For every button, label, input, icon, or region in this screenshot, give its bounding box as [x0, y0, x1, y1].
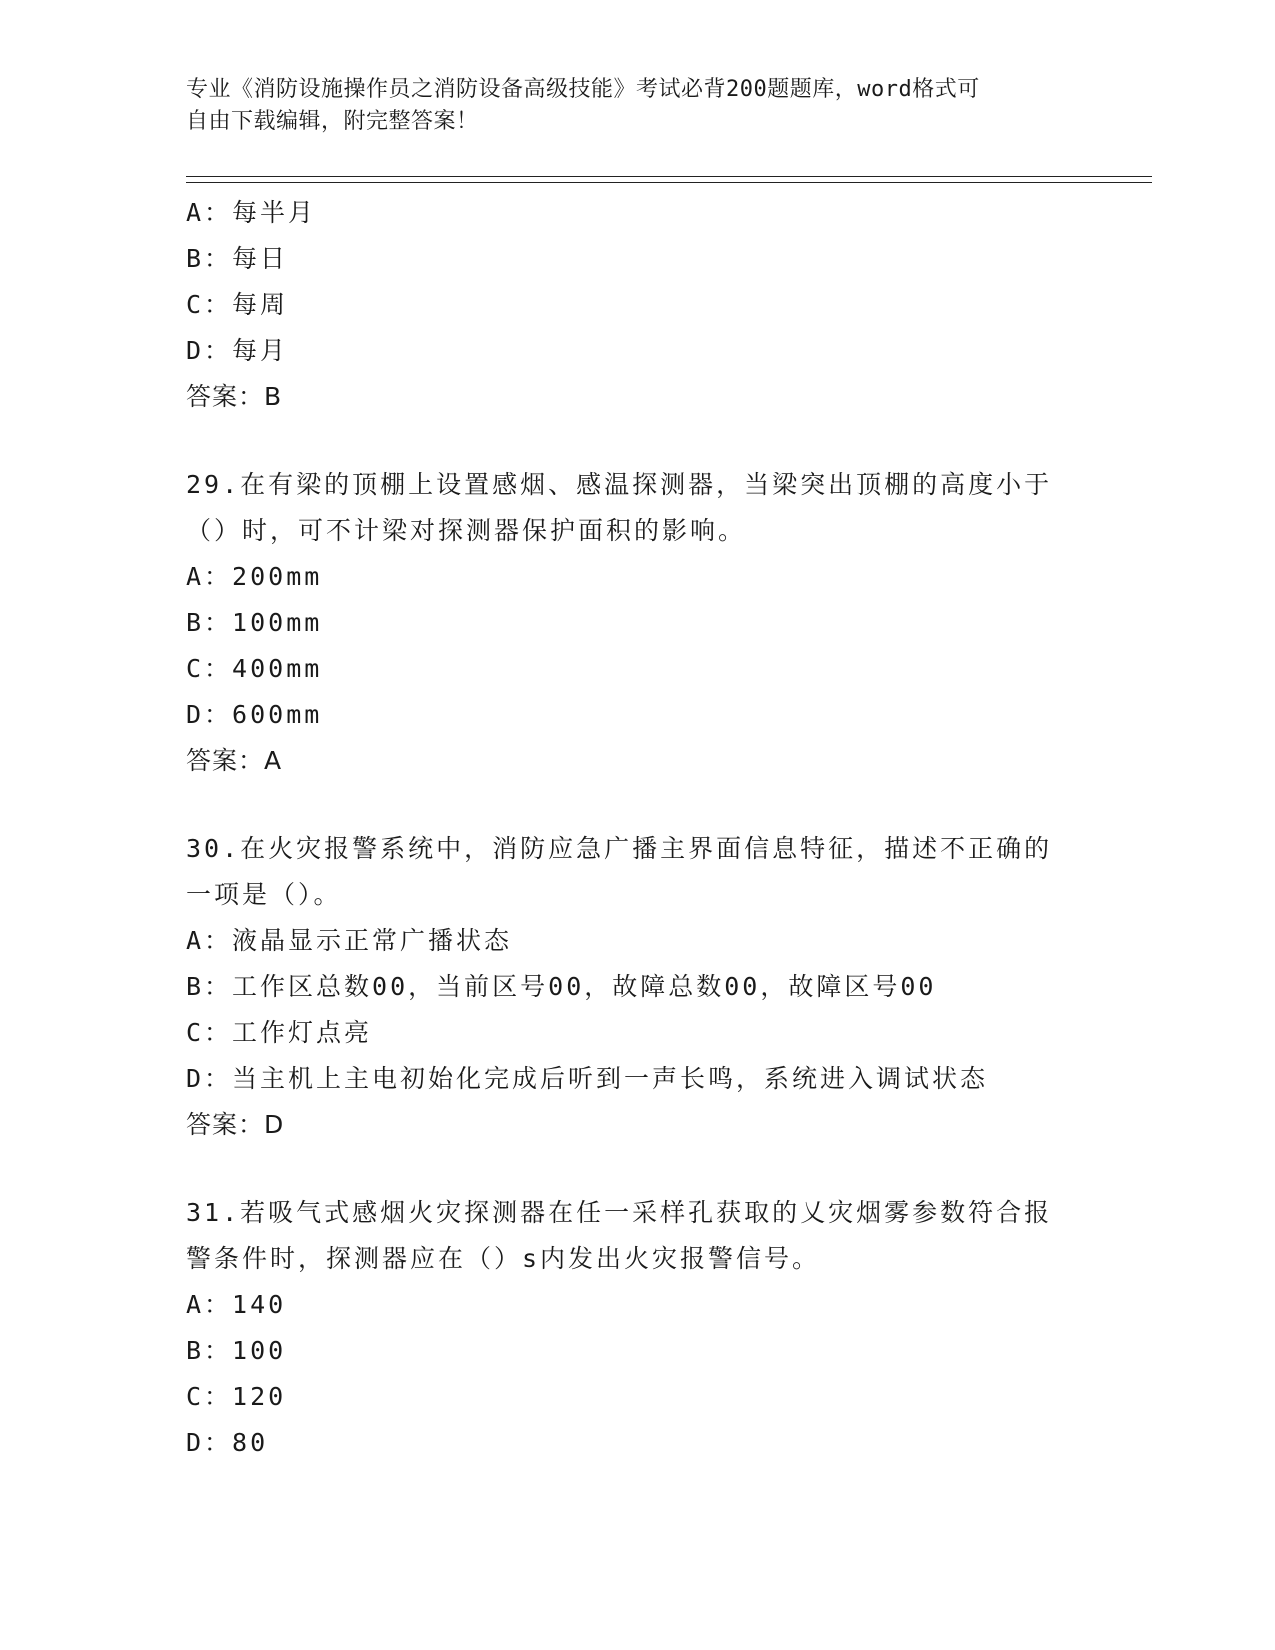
question-text-line-2: 一项是（）。: [186, 880, 342, 909]
option-b: B：每日: [186, 244, 289, 273]
header-line-1: 专业《消防设施操作员之消防设备高级技能》考试必背200题题库，word格式可: [186, 77, 980, 102]
question-text-line-1: 30.在火灾报警系统中，消防应急广播主界面信息特征，描述不正确的: [186, 834, 1053, 863]
option-c: C：工作灯点亮: [186, 1018, 373, 1047]
option-d: D：600mm: [186, 700, 323, 729]
question-29: [186, 462, 1086, 784]
question-text-line-2: 警条件时，探测器应在（）s内发出火灾报警信号。: [186, 1244, 821, 1273]
header-rule-top: [186, 176, 1152, 177]
document-header: [186, 74, 1066, 138]
option-a: A：液晶显示正常广播状态: [186, 926, 513, 955]
prev-question: [186, 190, 1086, 420]
answer: 答案：B: [186, 382, 283, 411]
option-c: C：120: [186, 1382, 287, 1411]
option-a: A：140: [186, 1290, 287, 1319]
option-b: B：100: [186, 1336, 287, 1365]
header-rule-bottom: [186, 182, 1152, 183]
option-a: A：每半月: [186, 198, 317, 227]
question-31: [186, 1190, 1086, 1466]
header-line-2: 自由下载编辑，附完整答案！: [186, 109, 479, 134]
option-d: D：每月: [186, 336, 289, 365]
option-b: B：100mm: [186, 608, 323, 637]
option-c: C：400mm: [186, 654, 323, 683]
answer: 答案：D: [186, 1110, 285, 1139]
answer: 答案：A: [186, 746, 283, 775]
question-text-line-2: （）时，可不计梁对探测器保护面积的影响。: [186, 516, 747, 545]
question-text-line-1: 29.在有梁的顶棚上设置感烟、感温探测器，当梁突出顶棚的高度小于: [186, 470, 1053, 499]
question-text-line-1: 31.若吸气式感烟火灾探测器在任一采样孔获取的乂灾烟雾参数符合报: [186, 1198, 1053, 1227]
option-a: A：200mm: [186, 562, 323, 591]
question-30: [186, 826, 1086, 1148]
option-b: B：工作区总数00，当前区号00，故障总数00，故障区号00: [186, 972, 937, 1001]
option-d: D：当主机上主电初始化完成后听到一声长鸣，系统进入调试状态: [186, 1064, 989, 1093]
option-c: C：每周: [186, 290, 289, 319]
question-list: [186, 190, 1086, 1466]
option-d: D：80: [186, 1428, 269, 1457]
